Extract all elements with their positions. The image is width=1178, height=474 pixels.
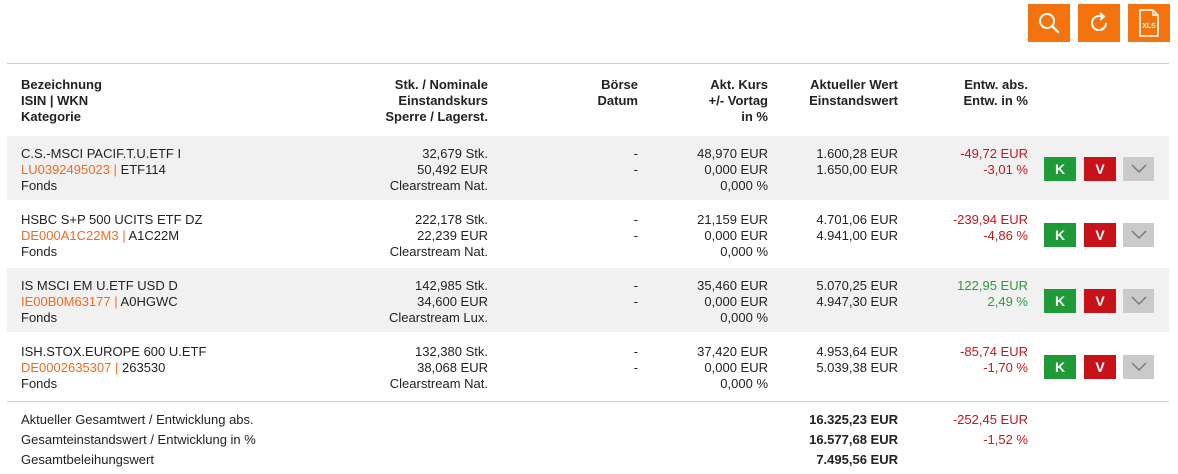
header-quantity: Stk. / Nominale Einstandskurs Sperre / Lagerst. xyxy=(385,77,488,124)
value-cell xyxy=(816,344,898,376)
quantity-cell xyxy=(390,146,488,194)
sell-button[interactable]: V xyxy=(1084,157,1116,181)
security-cell xyxy=(21,146,181,194)
performance-pct: -4,86 % xyxy=(983,228,1028,243)
search-button[interactable] xyxy=(1028,4,1070,42)
totals-row xyxy=(7,430,1169,450)
cost-value: 4.947,30 EUR xyxy=(816,294,898,309)
exchange-cell xyxy=(634,212,638,244)
current-value: 1.600,28 EUR xyxy=(816,146,898,161)
totals-value: 16.577,68 EUR xyxy=(809,432,898,447)
chevron-down-icon xyxy=(1131,230,1147,240)
table-header xyxy=(7,77,1169,127)
isin-wkn-separator: | xyxy=(114,294,118,309)
performance-cell xyxy=(960,146,1028,178)
price-cell xyxy=(697,146,768,194)
table-row xyxy=(7,268,1169,332)
buy-button[interactable]: K xyxy=(1044,355,1076,379)
performance-abs: -49,72 EUR xyxy=(960,146,1028,161)
totals-value: 7.495,56 EUR xyxy=(816,452,898,467)
security-cell xyxy=(21,344,206,392)
totals-row xyxy=(7,410,1169,430)
search-icon xyxy=(1037,11,1061,35)
exchange-cell xyxy=(634,344,638,376)
quantity: 142,985 Stk. xyxy=(415,278,488,293)
cost-price: 38,068 EUR xyxy=(417,360,488,375)
performance-cell xyxy=(957,278,1028,310)
totals-value: 16.325,23 EUR xyxy=(809,412,898,427)
exchange: - xyxy=(633,344,638,359)
totals-performance: -252,45 EUR xyxy=(952,412,1028,427)
performance-pct: -1,70 % xyxy=(983,360,1028,375)
price-cell xyxy=(697,278,768,326)
more-actions-button[interactable] xyxy=(1123,223,1154,247)
current-price: 35,460 EUR xyxy=(697,278,768,293)
quantity-cell xyxy=(389,278,488,326)
performance-cell xyxy=(953,212,1028,244)
category: Fonds xyxy=(21,178,58,193)
category: Fonds xyxy=(21,376,58,391)
price-change-pct: 0,000 % xyxy=(720,376,768,391)
quantity-cell xyxy=(390,212,488,260)
exchange-cell xyxy=(634,146,638,178)
category: Fonds xyxy=(21,244,58,259)
current-value: 4.701,06 EUR xyxy=(816,212,898,227)
price-change-pct: 0,000 % xyxy=(720,178,768,193)
performance-cell xyxy=(960,344,1028,376)
sell-button[interactable]: V xyxy=(1084,355,1116,379)
performance-pct: -3,01 % xyxy=(983,162,1028,177)
exchange: - xyxy=(633,278,638,293)
isin-link[interactable]: DE0002635307 xyxy=(21,360,112,375)
price-cell xyxy=(697,212,768,260)
quantity: 32,679 Stk. xyxy=(422,146,488,161)
value-cell xyxy=(816,278,898,310)
date: - xyxy=(633,162,638,177)
price-change: 0,000 EUR xyxy=(704,294,768,309)
chevron-down-icon xyxy=(1131,362,1147,372)
value-cell xyxy=(816,212,898,244)
wkn: ETF114 xyxy=(120,162,166,177)
cost-value: 4.941,00 EUR xyxy=(816,228,898,243)
table-row xyxy=(7,334,1169,398)
category: Fonds xyxy=(21,310,58,325)
totals-label: Gesamteinstandswert / Entwicklung in % xyxy=(21,432,256,447)
wkn: 263530 xyxy=(122,360,166,375)
refresh-button[interactable] xyxy=(1078,4,1120,42)
quantity: 132,380 Stk. xyxy=(415,344,488,359)
price-change: 0,000 EUR xyxy=(704,360,768,375)
isin-wkn xyxy=(21,162,181,178)
exchange: - xyxy=(633,146,638,161)
more-actions-button[interactable] xyxy=(1123,289,1154,313)
security-name: ISH.STOX.EUROPE 600 U.ETF xyxy=(21,344,207,359)
xls-file-icon xyxy=(1137,9,1161,37)
header-value: Aktueller Wert Einstandswert xyxy=(809,77,898,108)
current-value: 5.070,25 EUR xyxy=(816,278,898,293)
price-change: 0,000 EUR xyxy=(704,162,768,177)
isin-link[interactable]: DE000A1C22M3 xyxy=(21,228,119,243)
performance-pct: 2,49 % xyxy=(987,294,1028,309)
security-cell xyxy=(21,278,178,326)
header-exchange: Börse Datum xyxy=(597,77,638,108)
custody-location: Clearstream Nat. xyxy=(389,376,488,391)
price-change-pct: 0,000 % xyxy=(720,244,768,259)
more-actions-button[interactable] xyxy=(1123,157,1154,181)
isin-wkn-separator: | xyxy=(114,360,119,375)
current-price: 37,420 EUR xyxy=(697,344,768,359)
header-performance: Entw. abs. Entw. in % xyxy=(963,77,1028,108)
quantity-cell xyxy=(390,344,488,392)
totals-performance: -1,52 % xyxy=(983,432,1028,447)
exchange-cell xyxy=(634,278,638,310)
cost-price: 22,239 EUR xyxy=(417,228,488,243)
custody-location: Clearstream Nat. xyxy=(389,178,488,193)
security-cell xyxy=(21,212,202,260)
wkn: A1C22M xyxy=(128,228,180,243)
price-cell xyxy=(697,344,768,392)
xls-export-button[interactable] xyxy=(1128,4,1170,42)
chevron-down-icon xyxy=(1131,164,1147,174)
more-actions-button[interactable] xyxy=(1123,355,1154,379)
quantity: 222,178 Stk. xyxy=(415,212,488,227)
totals-label: Aktueller Gesamtwert / Entwicklung abs. xyxy=(21,412,254,427)
buy-button[interactable]: K xyxy=(1044,157,1076,181)
buy-button[interactable]: K xyxy=(1044,289,1076,313)
table-row xyxy=(7,202,1169,266)
isin-wkn xyxy=(21,360,206,376)
isin-wkn-separator: | xyxy=(113,162,117,177)
performance-abs: 122,95 EUR xyxy=(957,278,1028,293)
isin-link[interactable]: IE00B0M63177 xyxy=(21,294,111,309)
refresh-icon xyxy=(1087,11,1111,35)
performance-abs: -85,74 EUR xyxy=(960,344,1028,359)
isin-wkn xyxy=(21,294,178,310)
wkn: A0HGWC xyxy=(120,294,178,309)
value-cell xyxy=(816,146,898,178)
header-name: Bezeichnung ISIN | WKN Kategorie xyxy=(21,77,102,124)
date: - xyxy=(633,294,638,309)
custody-location: Clearstream Lux. xyxy=(389,310,488,325)
date: - xyxy=(633,228,638,243)
cost-price: 34,600 EUR xyxy=(417,294,488,309)
security-name: C.S.-MSCI PACIF.T.U.ETF I xyxy=(21,146,182,161)
sell-button[interactable]: V xyxy=(1084,223,1116,247)
price-change-pct: 0,000 % xyxy=(720,310,768,325)
totals-label: Gesamtbeleihungswert xyxy=(21,452,154,467)
svg-text:XLS: XLS xyxy=(1142,23,1156,30)
cost-value: 1.650,00 EUR xyxy=(816,162,898,177)
totals-row xyxy=(7,450,1169,470)
exchange: - xyxy=(633,212,638,227)
cost-value: 5.039,38 EUR xyxy=(816,360,898,375)
header-price: Akt. Kurs +/- Vortag in % xyxy=(708,77,768,124)
cost-price: 50,492 EUR xyxy=(417,162,488,177)
isin-wkn xyxy=(21,228,202,244)
security-name: HSBC S+P 500 UCITS ETF DZ xyxy=(21,212,203,227)
sell-button[interactable]: V xyxy=(1084,289,1116,313)
table-row xyxy=(7,136,1169,200)
security-name: IS MSCI EM U.ETF USD D xyxy=(21,278,178,293)
price-change: 0,000 EUR xyxy=(704,228,768,243)
isin-wkn-separator: | xyxy=(122,228,126,243)
chevron-down-icon xyxy=(1131,296,1147,306)
totals-divider xyxy=(7,401,1169,402)
custody-location: Clearstream Nat. xyxy=(389,244,488,259)
performance-abs: -239,94 EUR xyxy=(952,212,1028,227)
current-price: 48,970 EUR xyxy=(697,146,768,161)
toolbar xyxy=(1028,4,1170,42)
isin-link[interactable]: LU0392495023 xyxy=(21,162,110,177)
date: - xyxy=(633,360,638,375)
buy-button[interactable]: K xyxy=(1044,223,1076,247)
header-top-divider xyxy=(7,63,1169,64)
current-value: 4.953,64 EUR xyxy=(816,344,898,359)
current-price: 21,159 EUR xyxy=(697,212,768,227)
